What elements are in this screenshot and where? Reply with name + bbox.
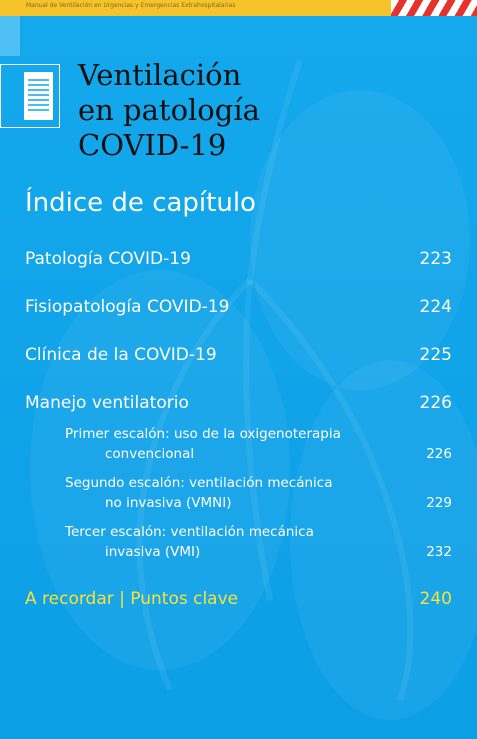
toc-subentry-page: 232: [426, 544, 452, 560]
toc-subentry-line: invasiva (VMI): [105, 544, 201, 560]
toc-subentry-line: Primer escalón: uso de la oxigenoterapia: [65, 426, 341, 442]
toc-entry-label: Clínica de la COVID-19: [25, 345, 217, 365]
running-title: Manual de Ventilación en Urgencias y Emergencias Extrahospitalarias: [26, 2, 236, 9]
toc-entry-page: 225: [419, 345, 452, 365]
toc-subentry-line: convencional: [105, 446, 195, 462]
toc-entry-label: Patología COVID-19: [25, 249, 191, 269]
chapter-title-line: en patología: [78, 93, 260, 127]
toc-subentry-page: 226: [426, 446, 452, 462]
toc-subentry-label: [65, 473, 332, 513]
toc-entry-page: 223: [419, 249, 452, 269]
toc-subentry-line: Segundo escalón: ventilación mecánica: [65, 475, 333, 491]
toc-entry-label: Fisiopatología COVID-19: [25, 297, 230, 317]
toc-subentry-label: [65, 424, 341, 464]
toc-entry-page: 240: [419, 589, 452, 609]
chapter-title-line: Ventilación: [78, 58, 242, 92]
toc-entry-label: Manejo ventilatorio: [25, 393, 189, 413]
toc-subentry-line: no invasiva (VMNI): [105, 495, 232, 511]
toc-subentry-page: 229: [426, 495, 452, 511]
toc-entry-label: A recordar | Puntos clave: [25, 589, 239, 609]
index-heading: Índice de capítulo: [25, 188, 256, 218]
toc-entry-page: 226: [419, 393, 452, 413]
toc-subentry-label: [65, 522, 314, 562]
toc-subentry-line: Tercer escalón: ventilación mecánica: [65, 524, 314, 540]
toc-entry-page: 224: [419, 297, 452, 317]
chapter-title-line: COVID-19: [78, 128, 227, 162]
